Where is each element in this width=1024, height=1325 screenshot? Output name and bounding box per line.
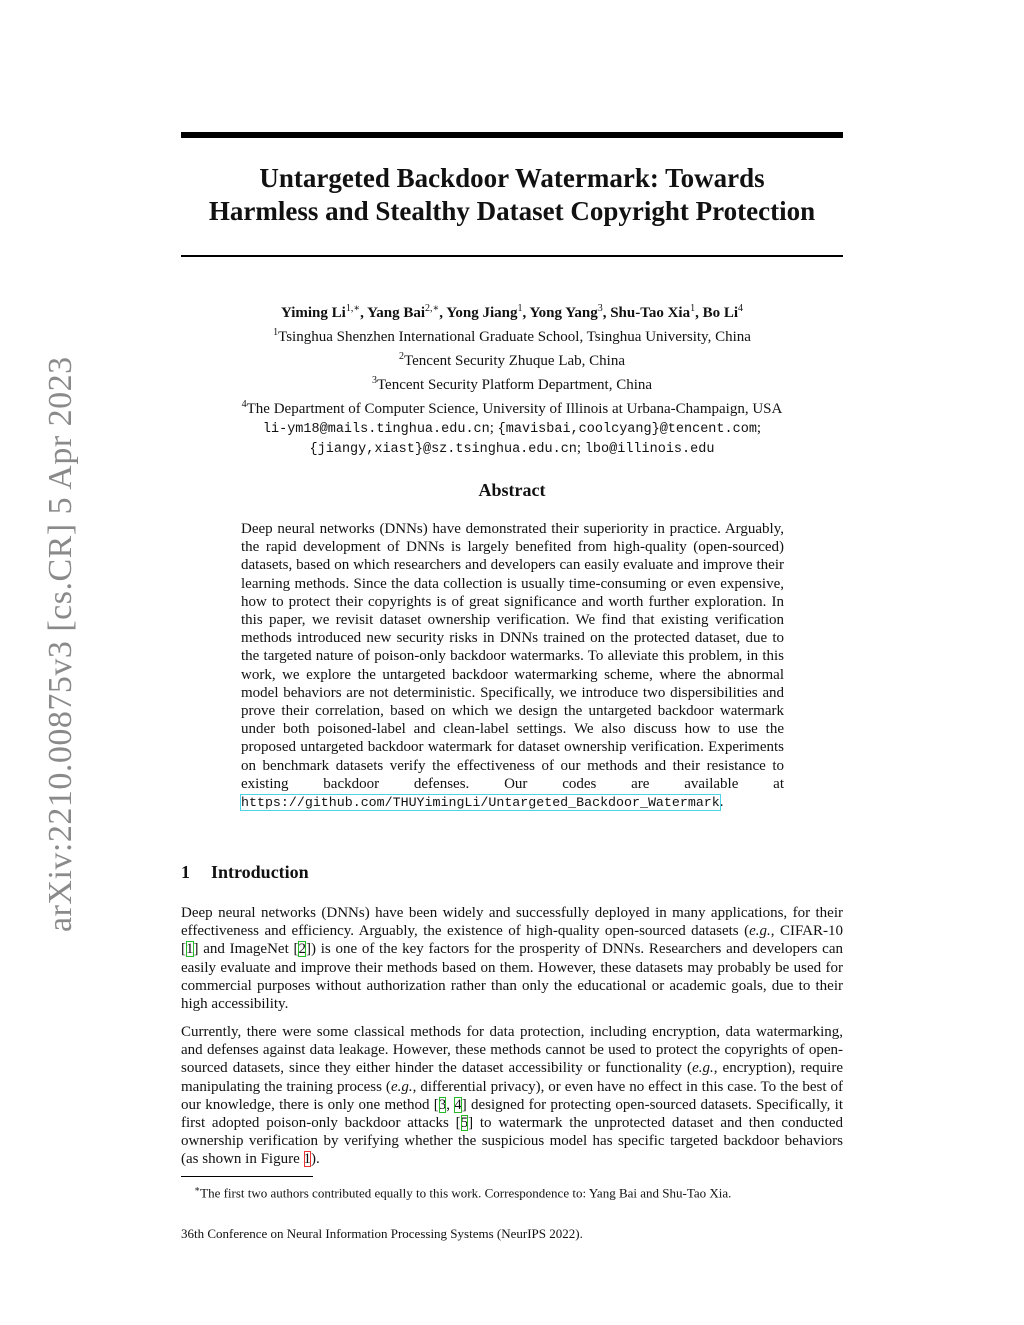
section-title: Introduction (211, 862, 309, 882)
author-name: Bo Li (702, 305, 739, 321)
email-link[interactable]: li-ym18@mails.tinghua.edu.cn (262, 422, 490, 437)
intro-paragraph-2: Currently, there were some classical methods for data protection, including encryption, data watermarking, and defenses against data leakage. However, these methods cannot be used to protect the copyrights of open-sourced datasets, since they either hinder the dataset accessibility or functionality (e.g., encryption), require manipulating the training process (e.g., differential privacy), or even have no effect in this case. To the best of our knowledge, there is only one method [3, 4] designed for protecting open-sourced datasets. Specifically, it first adopted poison-only backdoor attacks [5] to watermark the unprotected dataset and then conducted ownership verification by verifying whether the suspicious model has specific targeted backdoor behaviors (as shown in Figure 1). (181, 1024, 843, 1168)
author-block (150, 299, 874, 459)
author-name: Shu-Tao Xia (610, 305, 691, 321)
author-sup: 4 (738, 303, 744, 314)
author-name: Yong Jiang (446, 305, 518, 321)
citation-link[interactable]: 4 (454, 1096, 462, 1113)
citation-link[interactable]: 5 (460, 1115, 469, 1132)
abstract-heading: Abstract (478, 480, 546, 500)
email-line-2: {jiangy,xiast}@sz.tsinghua.edu.cn; lbo@illinois.edu (309, 440, 715, 457)
citation-link[interactable]: 3 (438, 1096, 447, 1113)
code-url-link[interactable]: https://github.com/THUYimingLi/Untargeted_Backdoor_Watermark (241, 795, 720, 811)
email-link[interactable]: lbo@illinois.edu (584, 442, 715, 457)
author-sup: 1 (517, 303, 523, 314)
email-line-1: li-ym18@mails.tinghua.edu.cn; {mavisbai,coolcyang}@tencent.com; (262, 420, 762, 437)
author-sup: 2,∗ (425, 303, 440, 314)
affiliation-2: $^2$Tencent Security Zhuque Lab, China (399, 351, 625, 369)
author-names: Yiming $Li^{1,∗}$, Yang Bai$^{2,∗}$, Yong Jiang$^1$, Yong Yang$^3$, Shu-Tao Xia$^1$, Bo Li$^4$ (280, 303, 744, 321)
affiliation-3: $^3$Tencent Security Platform Department, China (371, 375, 653, 393)
author-sup: 1 (690, 303, 696, 314)
citation-link[interactable]: 2 (298, 941, 306, 958)
email-link[interactable]: {mavisbai,coolcyang}@tencent.com (497, 422, 757, 437)
title-bottom-rule (181, 255, 843, 257)
intro-paragraph-1: Deep neural networks (DNNs) have been widely and successfully deployed in many applications, for their effectiveness and efficiency. Arguably, the existence of high-quality open-sourced datasets (e.g., CIFAR-10 [1] and ImageNet [2]) is one of the key factors for the prosperity of DNNs. Researchers and developers can easily evaluate and improve their methods based on them. However, these datasets may probably be used for commercial purposes without authorization rather than only the educational or academic goals, due to their high accessibility. (181, 905, 843, 1013)
affiliation-1: $^1$Tsinghua Shenzhen International Graduate School, Tsinghua University, China (273, 327, 751, 345)
citation-link[interactable]: 1 (186, 941, 194, 958)
title-line-1: Untargeted Backdoor Watermark: Towards (259, 163, 765, 193)
title-top-rule (181, 132, 843, 138)
abstract-text: Deep neural networks (DNNs) have demonstrated their superiority in practice. Arguably, the rapid development of DNNs is largely benefited from high-quality (open-sourced) datasets, based on which researchers and developers can easily evaluate and improve their learning methods. Since the data collection is usually time-consuming or even expensive, how to protect their copyrights is of great significance and worth further exploration. In this paper, we revisit dataset ownership verification. We find that existing verification methods introduced new security risks in DNNs trained on the protected dataset, due to the targeted nature of poison-only backdoor watermarks. To alleviate this problem, in this work, we explore the untargeted backdoor watermarking scheme, where the abnormal model behaviors are not deterministic. Specifically, we introduce two dispersibilities and prove their correlation, based on which we design the untargeted backdoor watermark under both poisoned-label and clean-label settings. We also discuss how to use the proposed untargeted backdoor watermark for dataset ownership verification. Experiments on benchmark datasets verify the effectiveness of our methods and their resistance to existing backdoor defenses. Our codes are available at https://github.com/THUYimingLi/Untargeted_Backdoor_Watermark. (241, 521, 784, 811)
author-name: Yiming Li (280, 305, 346, 321)
affiliation-4: $^4$The Department of Computer Science, University of Illinois at Urbana-Champaign, USA (241, 399, 783, 417)
section-heading-introduction (181, 862, 309, 883)
author-name: Yong Yang (529, 305, 598, 321)
footnote: ∗The first two authors contributed equally to this work. Correspondence to: Yang Bai and Shu-Tao Xia. (194, 1184, 732, 1201)
section-number: 1 (181, 862, 190, 882)
arxiv-stamp: arXiv:2210.00875v3 [cs.CR] 5 Apr 2023 (42, 356, 79, 932)
title-line-2: Harmless and Stealthy Dataset Copyright Protection (208, 196, 816, 226)
email-link[interactable]: {jiangy,xiast}@sz.tsinghua.edu.cn (309, 442, 577, 457)
author-name: Yang Bai (367, 305, 425, 321)
paper-title (170, 162, 854, 228)
footnote-rule (181, 1176, 313, 1177)
figure-link[interactable]: 1 (303, 1151, 311, 1168)
venue-line: 36th Conference on Neural Information Processing Systems (NeurIPS 2022). (181, 1226, 583, 1241)
author-sup: 3 (597, 303, 603, 314)
author-sup: 1,∗ (345, 303, 361, 314)
